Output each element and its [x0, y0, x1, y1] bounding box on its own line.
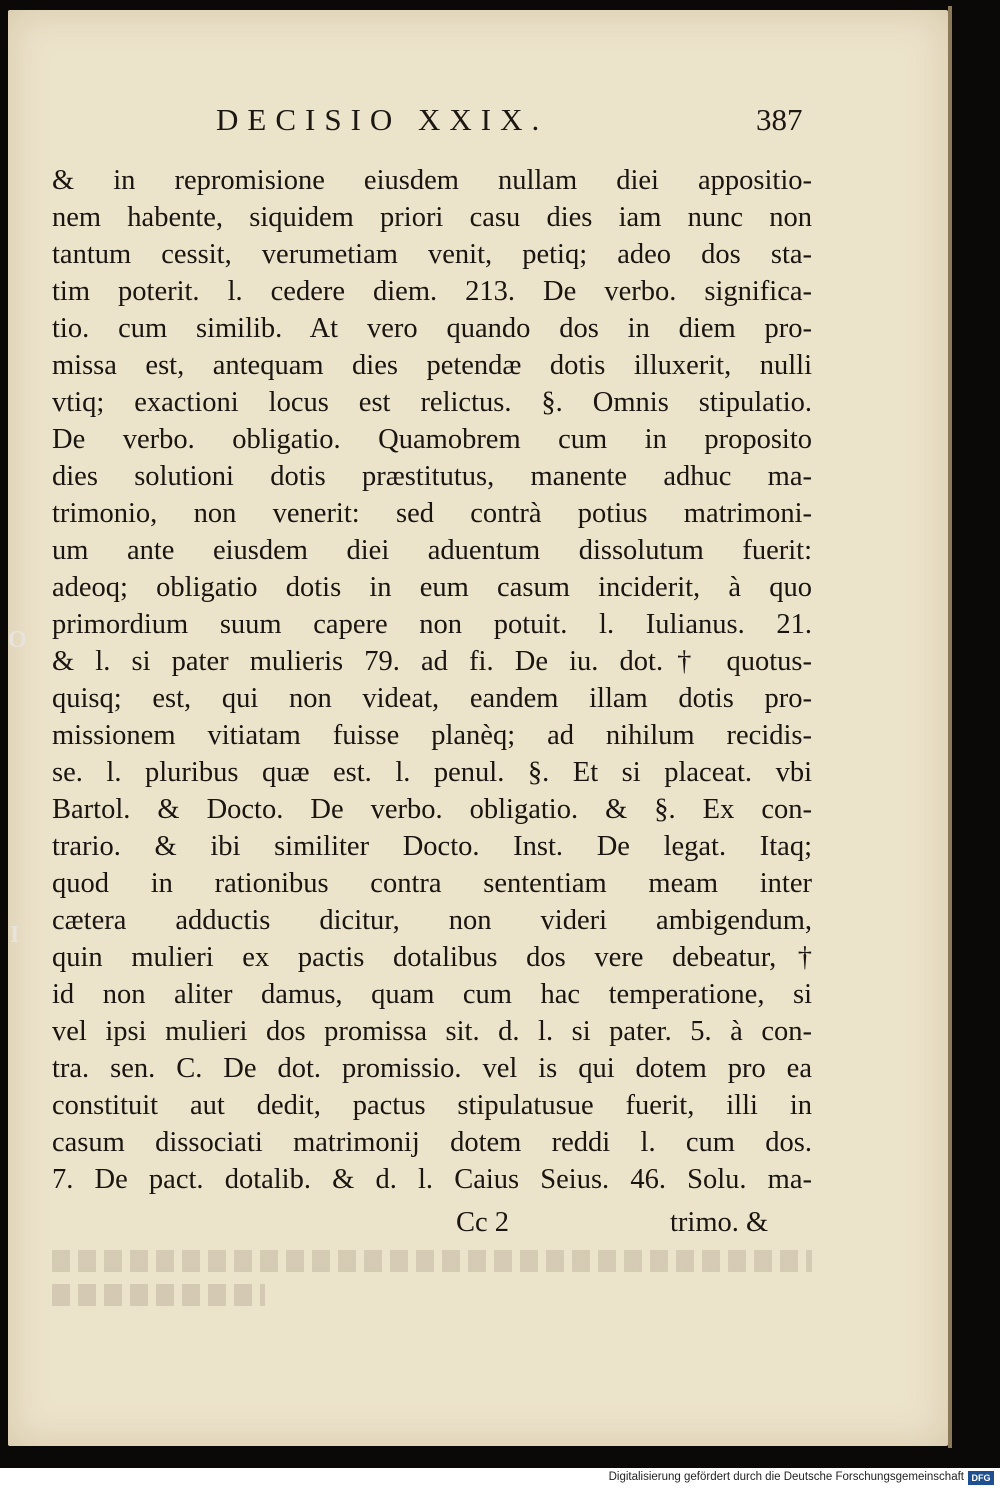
text-line: tantum cessit, verumetiam venit, petiq; adeo dos sta-: [52, 239, 812, 270]
page-header: [8, 102, 948, 150]
text-line: um ante eiusdem diei aduentum dissolutum fuerit:: [52, 535, 812, 566]
text-line: De verbo. obligatio. Quamobrem cum in proposito: [52, 424, 812, 455]
text-line: id non aliter damus, quam cum hac temperatione, si: [52, 979, 812, 1010]
text-line: dies solutioni dotis præstitutus, manente adhuc ma-: [52, 461, 812, 492]
text-line: vel ipsi mulieri dos promissa sit. d. l. si pater. 5. à con-: [52, 1016, 812, 1047]
running-head: DECISIO XXIX.: [216, 102, 549, 137]
text-line: se. l. pluribus quæ est. l. penul. §. Et si placeat. vbi: [52, 757, 812, 788]
book-page: [8, 10, 948, 1446]
text-line: adeoq; obligatio dotis in eum casum inciderit, à quo: [52, 572, 812, 603]
text-line: Bartol. & Docto. De verbo. obligatio. & §. Ex con-: [52, 794, 812, 825]
text-line: tio. cum similib. At vero quando dos in diem pro-: [52, 313, 812, 344]
text-line: trimonio, non venerit: sed contrà potius matrimoni-: [52, 498, 812, 529]
text-line: nem habente, siquidem priori casu dies iam nunc non: [52, 202, 812, 233]
margin-marker-i: I: [10, 922, 20, 948]
text-line: & l. si pater mulieris 79. ad fi. De iu. dot.† quotus-: [52, 646, 812, 677]
text-line: tim poterit. l. cedere diem. 213. De verbo. significa-: [52, 276, 812, 307]
text-line: quod in rationibus contra sententiam meam inter: [52, 868, 812, 899]
text-line: & in repromisione eiusdem nullam diei appositio-: [52, 165, 812, 196]
text-line: casum dissociati matrimonij dotem reddi l. cum dos.: [52, 1127, 812, 1158]
text-line: constituit aut dedit, pactus stipulatusue fuerit, illi in: [52, 1090, 812, 1121]
body-text: [52, 162, 812, 1198]
page-footer-line: [52, 1203, 812, 1243]
text-line: 7. De pact. dotalib. & d. l. Caius Seius. 46. Solu. ma-: [52, 1164, 812, 1195]
text-line: trario. & ibi similiter Docto. Inst. De legat. Itaq;: [52, 831, 812, 862]
signature-mark: Cc 2: [456, 1207, 510, 1238]
page-edge: [948, 6, 952, 1448]
text-line: tra. sen. C. De dot. promissio. vel is qui dotem pro ea: [52, 1053, 812, 1084]
text-line: missa est, antequam dies petendæ dotis illuxerit, nulli: [52, 350, 812, 381]
page-number: 387: [756, 102, 803, 137]
text-line: cætera adductis dicitur, non videri ambigendum,: [52, 905, 812, 936]
funding-credit: Digitalisierung gefördert durch die Deutsche Forschungsgemeinschaft: [608, 1471, 964, 1483]
text-line: missionem vitiatam fuisse planèq; ad nihilum recidis-: [52, 720, 812, 751]
margin-marker-o: O: [8, 627, 27, 653]
text-line: quin mulieri ex pactis dotalibus dos vere debeatur,†: [52, 942, 812, 973]
dfg-logo-icon: DFG: [968, 1471, 994, 1485]
text-line: primordium suum capere non potuit. l. Iulianus. 21.: [52, 609, 812, 640]
show-through-text: [52, 1250, 812, 1310]
credit-bar: [0, 1468, 1000, 1489]
text-line: vtiq; exactioni locus est relictus. §. Omnis stipulatio.: [52, 387, 812, 418]
catchword: trimo. &: [670, 1207, 769, 1238]
text-line: quisq; est, qui non videat, eandem illam dotis pro-: [52, 683, 812, 714]
